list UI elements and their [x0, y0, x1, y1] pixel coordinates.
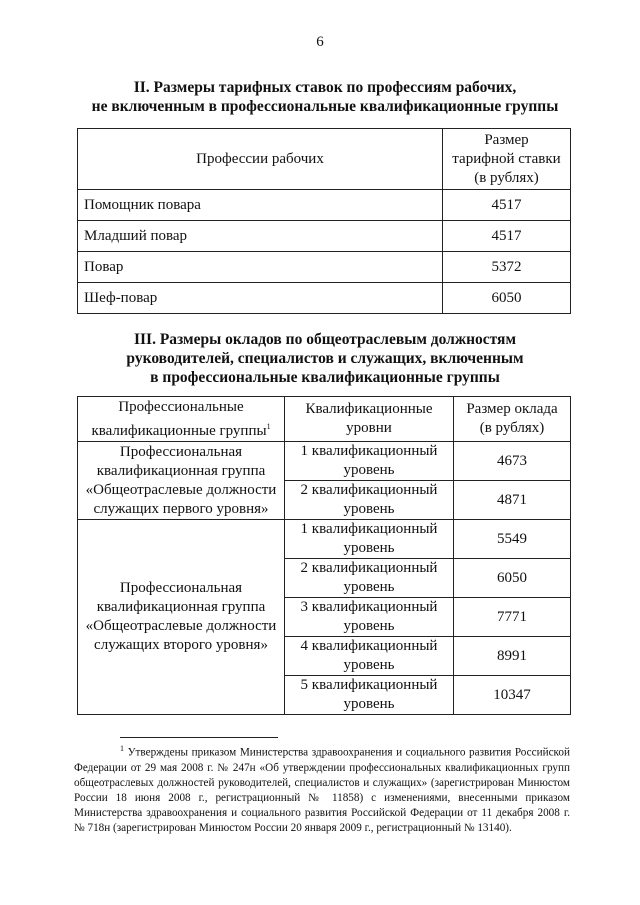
- header-profession: Профессии рабочих: [78, 129, 443, 190]
- rate-cell: 6050: [443, 283, 571, 314]
- table-header-row: [78, 397, 571, 442]
- level-cell: 3 квалификационный уровень: [285, 598, 454, 637]
- page-number: 6: [316, 34, 324, 50]
- footnote-marker: 1: [266, 421, 271, 431]
- footnote-text: Утверждены приказом Министерства здравоохранения и социального развития Российской Федерации от 29 мая 2008 г. № 247н «Об утверждении профессиональных квалификационных групп общеотраслевых должностей руководителей, специалистов и служащих» (зарегистрирован Минюстом России 18 июня 2008 г., регистрационный № 11858) с изменениями, внесенными приказом Министерства здравоохранения и социального развития Российской Федерации от 11 декабря 2008 г. № 718н (зарегистрирован Минюстом России 20 января 2009 г., регистрационный № 13140).: [74, 746, 571, 834]
- profession-cell: Младший повар: [78, 221, 443, 252]
- worker-rates-table: [77, 128, 571, 314]
- salary-cell: 6050: [454, 559, 571, 598]
- table-row: [78, 283, 571, 314]
- header-group: Профессиональные квалификационные группы$^1$: [78, 397, 285, 442]
- section-2-title: II. Размеры тарифных ставок по профессиям рабочих, не включенным в профессиональные квалификационные группы: [91, 79, 559, 115]
- profession-cell: Повар: [78, 252, 443, 283]
- level-cell: 2 квалификационный уровень: [285, 559, 454, 598]
- salary-cell: 5549: [454, 520, 571, 559]
- table-header-row: [78, 129, 571, 190]
- profession-cell: Шеф-повар: [78, 283, 443, 314]
- header-rate: Размер тарифной ставки (в рублях): [443, 129, 571, 190]
- salary-cell: 7771: [454, 598, 571, 637]
- salary-cell: 10347: [454, 676, 571, 715]
- table-row: [78, 520, 571, 559]
- level-cell: 1 квалификационный уровень: [285, 520, 454, 559]
- footnote-separator: [120, 737, 278, 738]
- rate-cell: 4517: [443, 221, 571, 252]
- salary-cell: 4871: [454, 481, 571, 520]
- header-salary: Размер оклада (в рублях): [454, 397, 571, 442]
- rate-cell: 4517: [443, 190, 571, 221]
- level-cell: 5 квалификационный уровень: [285, 676, 454, 715]
- header-level: Квалификационные уровни: [285, 397, 454, 442]
- group-cell: Профессиональная квалификационная группа «Общеотраслевые должности служащих первого уровня»: [78, 442, 285, 520]
- table-row: [78, 190, 571, 221]
- group-cell: Профессиональная квалификационная группа «Общеотраслевые должности служащих второго уровня»: [78, 520, 285, 715]
- salary-cell: 4673: [454, 442, 571, 481]
- profession-cell: Помощник повара: [78, 190, 443, 221]
- level-cell: 2 квалификационный уровень: [285, 481, 454, 520]
- table-row: [78, 442, 571, 481]
- table-row: [78, 221, 571, 252]
- level-cell: 1 квалификационный уровень: [285, 442, 454, 481]
- footnote-marker: 1: [120, 744, 124, 753]
- footnote: [74, 741, 570, 836]
- table-row: [78, 252, 571, 283]
- salary-cell: 8991: [454, 637, 571, 676]
- level-cell: 4 квалификационный уровень: [285, 637, 454, 676]
- salary-table: [77, 396, 571, 715]
- rate-cell: 5372: [443, 252, 571, 283]
- section-3-title: III. Размеры окладов по общеотраслевым должностям руководителей, специалистов и служащих, включенным в профессиональные квалификационные группы: [126, 331, 524, 386]
